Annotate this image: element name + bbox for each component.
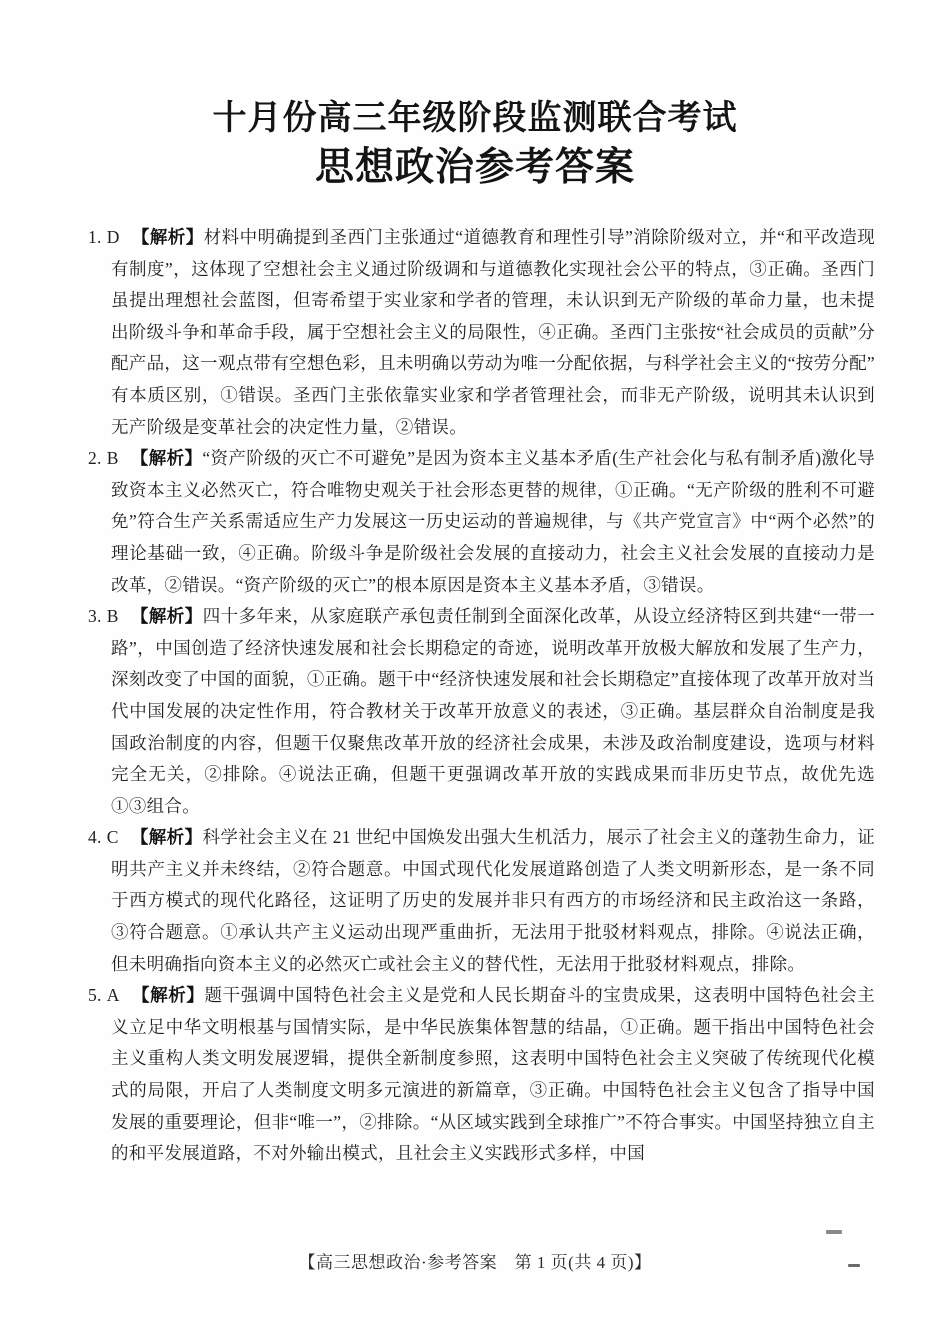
analysis-label: 【解析】 xyxy=(130,448,203,469)
explanation-text: 材料中明确提到圣西门主张通过“道德教育和理性引导”消除阶级对立，并“和平改造现有制度”，这体现了空想社会主义通过阶级调和与道德教化实现社会公平的特点，③正确。圣西门虽提出理想社会蓝图，但寄希望于实业家和学者的管理，未认识到无产阶级的革命力量，也未提出阶级斗争和革命手段，属于空想社会主义的局限性，④正确。圣西门主张按“社会成员的贡献”分配产品，这一观点带有空想色彩，且未明确以劳动为唯一分配依据，与科学社会主义的“按劳分配”有本质区别，①错误。圣西门主张依靠实业家和学者管理社会，而非无产阶级，说明其未认识到无产阶级是变革社会的决定性力量，②错误。 xyxy=(111,227,876,437)
scan-artifact-mark xyxy=(826,1230,842,1234)
question-number: 4. xyxy=(88,827,102,848)
answer-item xyxy=(88,601,875,822)
answer-letter: B xyxy=(106,606,119,627)
page-footer: 【高三思想政治·参考答案 第 1 页(共 4 页)】 xyxy=(298,1253,652,1272)
question-number: 2. xyxy=(88,448,102,469)
page-header xyxy=(0,0,950,194)
analysis-label: 【解析】 xyxy=(131,985,205,1006)
analysis-label: 【解析】 xyxy=(130,606,203,627)
answer-key-subtitle: 思想政治参考答案 xyxy=(314,146,635,189)
analysis-label: 【解析】 xyxy=(130,827,203,848)
explanation-text: 题干强调中国特色社会主义是党和人民长期奋斗的宝贵成果，这表明中国特色社会主义立足中华文明根基与国情实际，是中华民族集体智慧的结晶，①正确。题干指出中国特色社会主义重构人类文明发展逻辑，提供全新制度参照，这表明中国特色社会主义突破了传统现代化模式的局限，开启了人类制度文明多元演进的新篇章，③正确。中国特色社会主义包含了指导中国发展的重要理论，但非“唯一”，②排除。“从区域实践到全球推广”不符合事实。中国坚持独立自主的和平发展道路，不对外输出模式，且社会主义实践形式多样，中国 xyxy=(111,985,875,1164)
scan-artifact-mark xyxy=(848,1264,860,1267)
answer-letter: A xyxy=(106,985,120,1006)
analysis-label: 【解析】 xyxy=(131,227,204,247)
exam-title: 十月份高三年级阶段监测联合考试 xyxy=(212,99,738,137)
answer-letter: D xyxy=(106,227,120,247)
question-number: 5. xyxy=(88,985,102,1006)
question-number: 3. xyxy=(88,606,102,627)
answer-letter: C xyxy=(106,827,119,848)
explanation-text: 四十多年来，从家庭联产承包责任制到全面深化改革，从设立经济特区到共建“一带一路”，中国创造了经济快速发展和社会长期稳定的奇迹，说明改革开放极大解放和发展了生产力，深刻改变了中国的面貌，①正确。题干中“经济快速发展和社会长期稳定”直接体现了改革开放对当代中国发展的决定性作用，符合教材关于改革开放意义的表述，③正确。基层群众自治制度是我国政治制度的内容，但题干仅聚焦改革开放的经济社会成果，未涉及政治制度建设，选项与材料完全无关，②排除。④说法正确，但题干更强调改革开放的实践成果而非历史节点，故优先选①③组合。 xyxy=(111,606,875,816)
answer-letter: B xyxy=(106,448,119,469)
answers-list xyxy=(88,222,875,1170)
answer-item xyxy=(88,222,875,443)
answer-item xyxy=(88,822,875,980)
answer-item xyxy=(88,443,875,601)
question-number: 1. xyxy=(88,227,102,247)
explanation-text: “资产阶级的灭亡不可避免”是因为资本主义基本矛盾(生产社会化与私有制矛盾)激化导致资本主义必然灭亡，符合唯物史观关于社会形态更替的规律，①正确。“无产阶级的胜利不可避免”符合生产关系需适应生产力发展这一历史运动的普遍规律，与《共产党宣言》中“两个必然”的理论基础一致，④正确。阶级斗争是阶级社会发展的直接动力，社会主义社会发展的直接动力是改革，②错误。“资产阶级的灭亡”的根本原因是资本主义基本矛盾，③错误。 xyxy=(111,448,876,595)
explanation-text: 科学社会主义在 21 世纪中国焕发出强大生机活力，展示了社会主义的蓬勃生命力，证明共产主义并未终结，②符合题意。中国式现代化发展道路创造了人类文明新形态，是一条不同于西方模式的现代化路径，这证明了历史的发展并非只有西方的市场经济和民主政治这一条路，③符合题意。①承认共产主义运动出现严重曲折，无法用于批驳材料观点，排除。④说法正确，但未明确指向资本主义的必然灭亡或社会主义的替代性，无法用于批驳材料观点，排除。 xyxy=(111,827,876,974)
answer-item xyxy=(88,980,875,1170)
